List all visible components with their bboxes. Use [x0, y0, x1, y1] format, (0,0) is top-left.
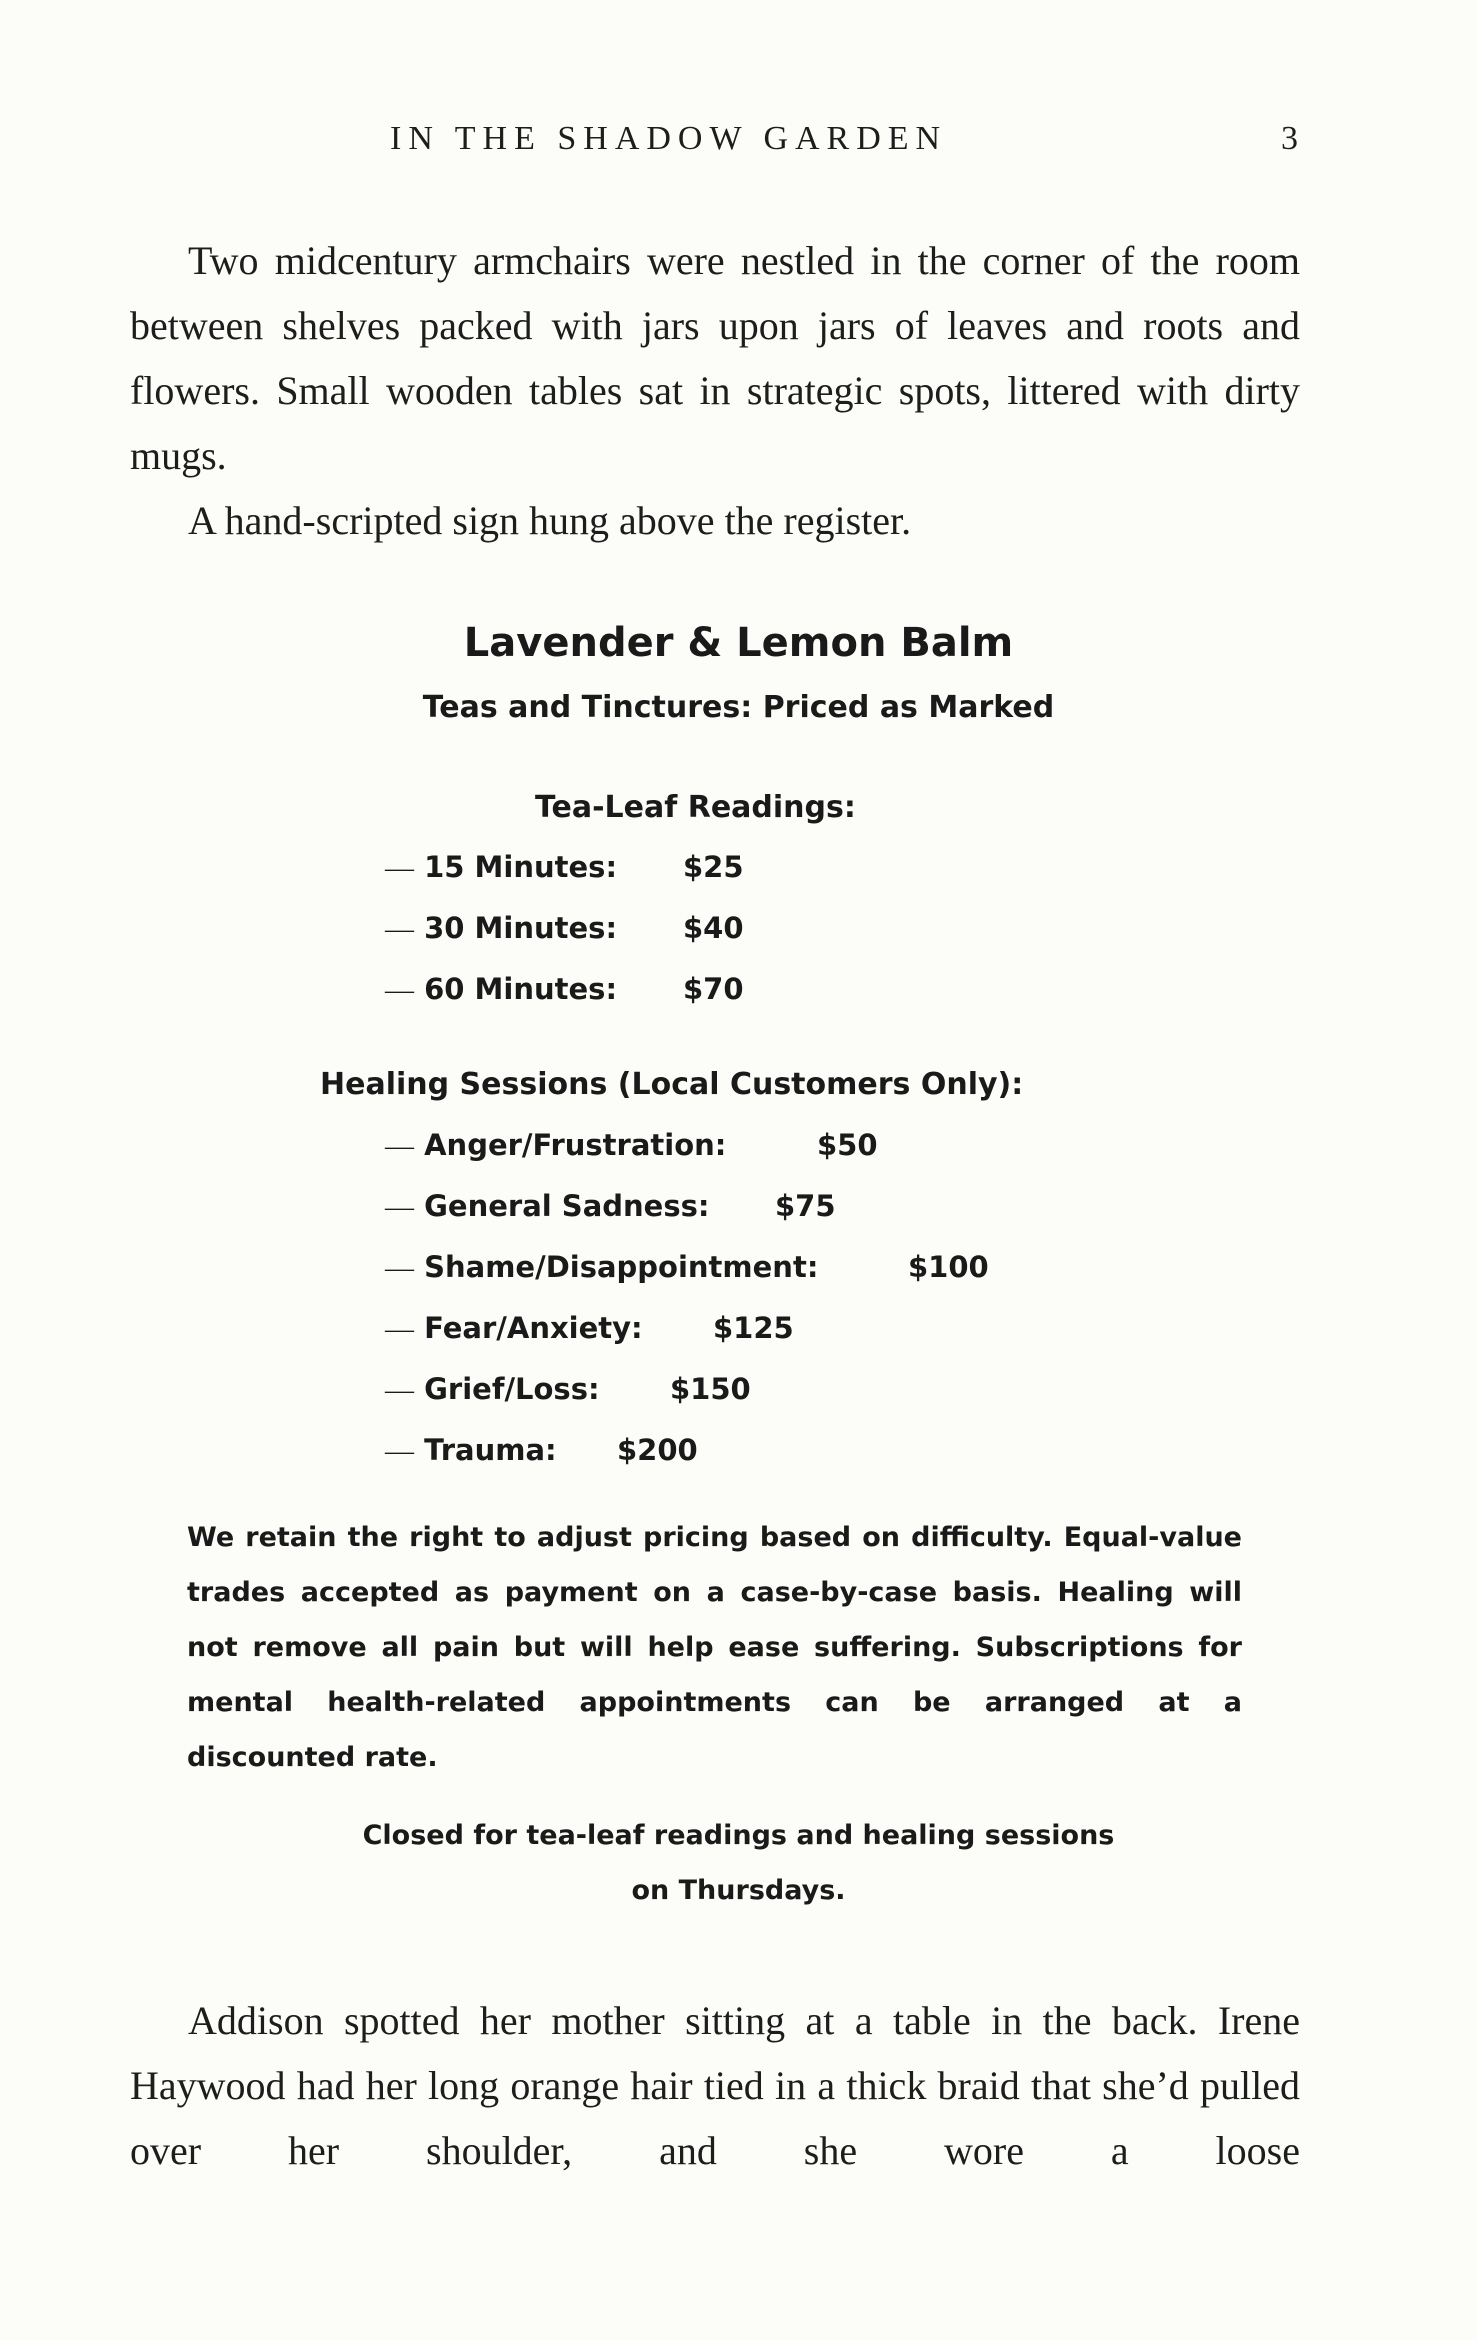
- paragraph-sign-intro: A hand-scripted sign hung above the register.: [188, 498, 912, 543]
- dash: —: [385, 1130, 414, 1162]
- price-value: $150: [670, 1372, 751, 1406]
- price-value: $70: [683, 972, 744, 1006]
- price-value: $200: [617, 1433, 698, 1467]
- price-row: [385, 1372, 751, 1407]
- dash: —: [385, 1191, 414, 1223]
- price-label: General Sadness:: [424, 1189, 710, 1223]
- price-row: [385, 1250, 989, 1285]
- price-value: $40: [683, 911, 744, 945]
- dash: —: [385, 1374, 414, 1406]
- price-row: [385, 911, 744, 946]
- sign-title: Lavender & Lemon Balm: [463, 620, 1014, 666]
- price-row: [385, 1433, 698, 1468]
- price-row: [385, 1128, 878, 1163]
- page-number: 3: [1281, 120, 1298, 157]
- sign-notice: We retain the right to adjust pricing based on difficulty. Equal-value trades accepted as payment on a case-by-case basis. Healing will not remove all pain but will help ease suffering. Subscriptions for mental health-related appointments can be arranged at a discounted rate.: [187, 1522, 1242, 1773]
- price-label: 30 Minutes:: [424, 911, 618, 945]
- healing-sessions-heading: Healing Sessions (Local Customers Only):: [320, 1067, 1024, 1102]
- price-label: Fear/Anxiety:: [424, 1311, 643, 1345]
- price-label: 60 Minutes:: [424, 972, 618, 1006]
- price-row: [385, 1189, 836, 1224]
- price-value: $75: [775, 1189, 836, 1223]
- paragraph-addison: Addison spotted her mother sitting at a table in the back. Irene Haywood had her long orange hair tied in a thick braid that she’d pulled over her shoulder, and she wore a loose: [130, 1998, 1300, 2173]
- price-value: $25: [683, 850, 744, 884]
- price-row: [385, 972, 744, 1007]
- dash: —: [385, 974, 414, 1006]
- closed-notice-line-2: on Thursdays.: [631, 1875, 846, 1906]
- paragraph-armchairs: Two midcentury armchairs were nestled in the corner of the room between shelves packed with jars upon jars of leaves and roots and flowers. Small wooden tables sat in strategic spots, littered with dirty mugs.: [130, 238, 1300, 478]
- price-value: $100: [908, 1250, 989, 1284]
- dash: —: [385, 1435, 414, 1467]
- price-row: [385, 850, 744, 885]
- dash: —: [385, 852, 414, 884]
- price-label: Trauma:: [424, 1433, 557, 1467]
- price-label: 15 Minutes:: [424, 850, 618, 884]
- dash: —: [385, 1252, 414, 1284]
- tea-readings-heading: Tea-Leaf Readings:: [535, 790, 856, 825]
- price-label: Anger/Frustration:: [424, 1128, 727, 1162]
- running-head: IN THE SHADOW GARDEN: [390, 120, 948, 157]
- sign-subtitle: Teas and Tinctures: Priced as Marked: [422, 690, 1055, 725]
- dash: —: [385, 1313, 414, 1345]
- dash: —: [385, 913, 414, 945]
- price-row: [385, 1311, 794, 1346]
- closed-notice-line-1: Closed for tea-leaf readings and healing sessions: [362, 1820, 1115, 1851]
- price-value: $50: [817, 1128, 878, 1162]
- price-label: Shame/Disappointment:: [424, 1250, 819, 1284]
- price-label: Grief/Loss:: [424, 1372, 600, 1406]
- price-value: $125: [713, 1311, 794, 1345]
